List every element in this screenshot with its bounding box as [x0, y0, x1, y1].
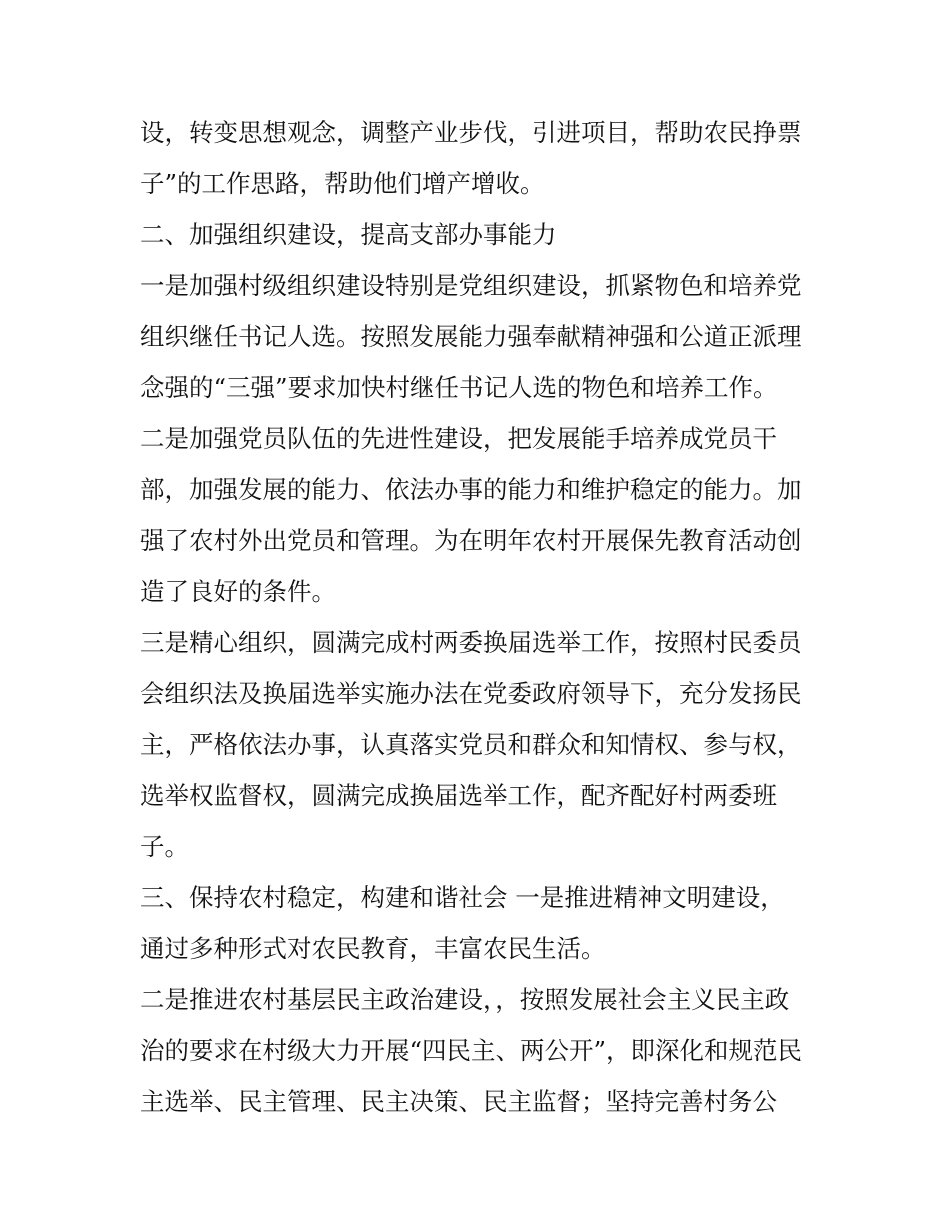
- text-line: 部，加强发展的能力、依法办事的能力和维护稳定的能力。加: [140, 475, 802, 504]
- text-line: 二是加强党员队伍的先进性建设，把发展能手培养成党员干: [140, 424, 777, 453]
- text-line: 造了良好的条件。: [140, 577, 336, 606]
- text-line: 通过多种形式对农民教育，丰富农民生活。: [140, 934, 606, 963]
- text-line: 会组织法及换届选举实施办法在党委政府领导下，充分发扬民: [140, 679, 802, 708]
- text-line: 子”的工作思路，帮助他们增产增收。: [140, 169, 545, 198]
- text-line: 子。: [140, 832, 189, 861]
- text-line: 主，严格依法办事，认真落实党员和群众和知情权、参与权，: [140, 730, 802, 759]
- text-line: 三是精心组织，圆满完成村两委换届选举工作，按照村民委员: [140, 628, 802, 657]
- text-line: 二是推进农村基层民主政治建设，，按照发展社会主义民主政: [140, 985, 790, 1014]
- section-heading: 三、保持农村稳定，构建和谐社会 一是推进精神文明建设，: [140, 883, 785, 912]
- text-line: 设，转变思想观念，调整产业步伐，引进项目，帮助农民挣票: [140, 118, 802, 147]
- text-line: 治的要求在村级大力开展“四民主、两公开”，即深化和规范民: [140, 1036, 803, 1065]
- text-line: 主选举、民主管理、民主决策、民主监督；坚持完善村务公: [140, 1087, 777, 1116]
- text-line: 强了农村外出党员和管理。为在明年农村开展保先教育活动创: [140, 526, 802, 555]
- body-text: [140, 107, 830, 1127]
- section-heading: 二、加强组织建设，提高支部办事能力: [140, 220, 557, 249]
- text-line: 选举权监督权，圆满完成换届选举工作，配齐配好村两委班: [140, 781, 777, 810]
- text-line: 念强的“三强”要求加快村继任书记人选的物色和培养工作。: [140, 373, 778, 402]
- text-line: 组织继任书记人选。按照发展能力强奉献精神强和公道正派理: [140, 322, 802, 351]
- text-line: 一是加强村级组织建设特别是党组织建设，抓紧物色和培养党: [140, 271, 802, 300]
